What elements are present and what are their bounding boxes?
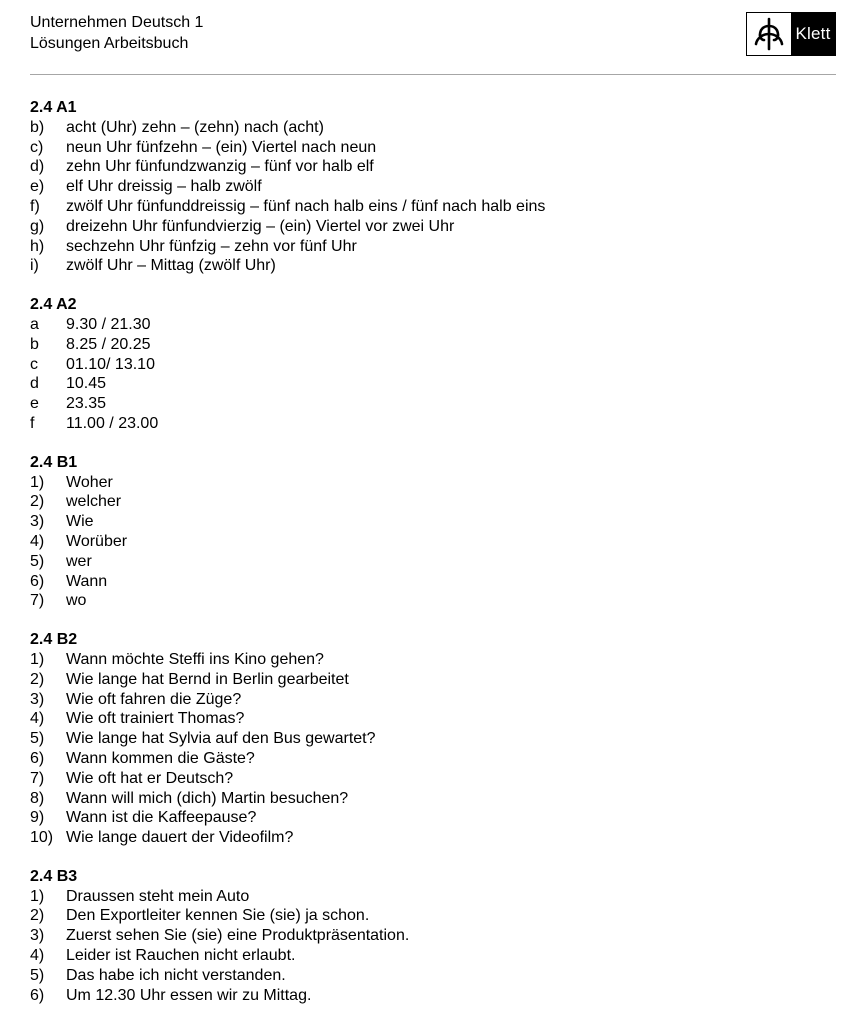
item-label: a bbox=[30, 315, 39, 333]
header-subtitle: Lösungen Arbeitsbuch bbox=[30, 35, 189, 52]
item-text: 10.45 bbox=[66, 375, 107, 393]
item-label: 6) bbox=[30, 749, 45, 767]
item-text: Leider ist Rauchen nicht erlaubt. bbox=[66, 947, 296, 965]
list-item bbox=[30, 237, 830, 257]
item-label: d bbox=[30, 375, 39, 393]
list-item bbox=[30, 709, 830, 729]
list-item bbox=[30, 532, 830, 552]
item-label: 6) bbox=[30, 572, 45, 590]
item-label: 5) bbox=[30, 730, 45, 748]
list-item bbox=[30, 926, 830, 946]
item-text: Um 12.30 Uhr essen wir zu Mittag. bbox=[66, 986, 312, 1004]
item-text: Worüber bbox=[66, 532, 128, 550]
list-item bbox=[30, 177, 830, 197]
item-label: 8) bbox=[30, 789, 45, 807]
item-label: 2) bbox=[30, 907, 45, 925]
item-text: Wann will mich (dich) Martin besuchen? bbox=[66, 789, 349, 807]
item-text: Wann möchte Steffi ins Kino gehen? bbox=[66, 650, 324, 668]
list-item bbox=[30, 256, 830, 276]
item-label: b bbox=[30, 335, 39, 353]
item-text: 11.00 / 23.00 bbox=[66, 414, 159, 432]
list-item bbox=[30, 749, 830, 769]
item-text: zehn Uhr fünfundzwanzig – fünf vor halb elf bbox=[66, 158, 374, 176]
list-item bbox=[30, 670, 830, 690]
item-label: f) bbox=[30, 197, 40, 215]
item-label: 9) bbox=[30, 809, 45, 827]
list-item bbox=[30, 729, 830, 749]
item-text: Wann bbox=[66, 572, 108, 590]
item-text: Wie lange hat Bernd in Berlin gearbeitet bbox=[66, 670, 349, 688]
item-label: 1) bbox=[30, 473, 45, 491]
item-text: zwölf Uhr fünfunddreissig – fünf nach halb eins / fünf nach halb eins bbox=[66, 197, 546, 215]
item-text: acht (Uhr) zehn – (zehn) nach (acht) bbox=[66, 118, 324, 136]
item-label: 7) bbox=[30, 592, 45, 610]
item-text: 01.10/ 13.10 bbox=[66, 355, 155, 373]
item-text: wer bbox=[66, 552, 92, 570]
item-label: c) bbox=[30, 138, 44, 156]
list-item bbox=[30, 394, 830, 414]
list-item bbox=[30, 197, 830, 217]
list-item bbox=[30, 966, 830, 986]
item-label: i) bbox=[30, 257, 39, 275]
exercise-title: 2.4 A2 bbox=[30, 296, 77, 314]
list-item bbox=[30, 828, 830, 848]
item-text: elf Uhr dreissig – halb zwölf bbox=[66, 178, 262, 196]
item-text: 9.30 / 21.30 bbox=[66, 315, 151, 333]
item-label: 2) bbox=[30, 670, 45, 688]
list-item bbox=[30, 946, 830, 966]
item-text: Wie lange hat Sylvia auf den Bus gewartet? bbox=[66, 730, 376, 748]
solutions-content bbox=[30, 98, 830, 1024]
item-label: 3) bbox=[30, 690, 45, 708]
item-text: Wie bbox=[66, 513, 94, 531]
item-text: Wie oft fahren die Züge? bbox=[66, 690, 242, 708]
item-label: h) bbox=[30, 237, 45, 255]
list-item bbox=[30, 572, 830, 592]
exercise-title: 2.4 A1 bbox=[30, 99, 77, 116]
item-text: sechzehn Uhr fünfzig – zehn vor fünf Uhr bbox=[66, 237, 357, 255]
item-label: 4) bbox=[30, 710, 45, 728]
item-label: d) bbox=[30, 158, 45, 176]
item-text: Das habe ich nicht verstanden. bbox=[66, 966, 286, 984]
item-label: 3) bbox=[30, 927, 45, 945]
item-text: Den Exportleiter kennen Sie (sie) ja schon. bbox=[66, 907, 370, 925]
item-label: 4) bbox=[30, 947, 45, 965]
list-item bbox=[30, 887, 830, 907]
item-text: 8.25 / 20.25 bbox=[66, 335, 151, 353]
exercise-title: 2.4 B3 bbox=[30, 867, 78, 885]
item-text: Woher bbox=[66, 473, 113, 491]
klett-logo bbox=[746, 12, 836, 56]
header-divider bbox=[30, 74, 836, 75]
exercise-section bbox=[30, 98, 830, 276]
list-item bbox=[30, 552, 830, 572]
list-item bbox=[30, 374, 830, 394]
list-item bbox=[30, 650, 830, 670]
list-item bbox=[30, 591, 830, 611]
item-label: 1) bbox=[30, 650, 45, 668]
item-text: zwölf Uhr – Mittag (zwölf Uhr) bbox=[66, 257, 276, 275]
list-item bbox=[30, 118, 830, 138]
exercise-section bbox=[30, 453, 830, 611]
item-text: Wann ist die Kaffeepause? bbox=[66, 809, 257, 827]
document-header bbox=[30, 12, 203, 54]
item-text: Wie oft hat er Deutsch? bbox=[66, 769, 234, 787]
list-item bbox=[30, 986, 830, 1006]
item-label: 1) bbox=[30, 887, 45, 905]
list-item bbox=[30, 512, 830, 532]
item-label: 4) bbox=[30, 532, 45, 550]
item-label: 5) bbox=[30, 552, 45, 570]
exercise-section bbox=[30, 867, 830, 1006]
item-label: 6) bbox=[30, 986, 45, 1004]
item-text: welcher bbox=[66, 493, 122, 511]
list-item bbox=[30, 138, 830, 158]
klett-plant-icon bbox=[747, 13, 791, 55]
item-label: 2) bbox=[30, 493, 45, 511]
list-item bbox=[30, 315, 830, 335]
item-label: 3) bbox=[30, 513, 45, 531]
item-text: Draussen steht mein Auto bbox=[66, 887, 250, 905]
item-text: Wie oft trainiert Thomas? bbox=[66, 710, 245, 728]
list-item bbox=[30, 769, 830, 789]
list-item bbox=[30, 906, 830, 926]
list-item bbox=[30, 492, 830, 512]
item-label: f bbox=[30, 414, 35, 432]
item-text: dreizehn Uhr fünfundvierzig – (ein) Viertel vor zwei Uhr bbox=[66, 217, 455, 235]
item-label: b) bbox=[30, 118, 45, 136]
list-item bbox=[30, 157, 830, 177]
item-text: Wann kommen die Gäste? bbox=[66, 749, 255, 767]
item-label: e) bbox=[30, 178, 45, 196]
list-item bbox=[30, 473, 830, 493]
list-item bbox=[30, 789, 830, 809]
list-item bbox=[30, 808, 830, 828]
item-text: Wie lange dauert der Videofilm? bbox=[66, 829, 294, 847]
item-label: e bbox=[30, 395, 39, 413]
exercise-section bbox=[30, 630, 830, 848]
exercise-title: 2.4 B1 bbox=[30, 453, 78, 471]
item-text: 23.35 bbox=[66, 395, 107, 413]
item-text: neun Uhr fünfzehn – (ein) Viertel nach neun bbox=[66, 138, 377, 156]
header-title: Unternehmen Deutsch 1 bbox=[30, 14, 204, 31]
list-item bbox=[30, 217, 830, 237]
item-label: 7) bbox=[30, 769, 45, 787]
logo-wordmark: Klett bbox=[791, 13, 835, 55]
list-item bbox=[30, 690, 830, 710]
list-item bbox=[30, 335, 830, 355]
item-text: Zuerst sehen Sie (sie) eine Produktpräsentation. bbox=[66, 927, 410, 945]
item-text: wo bbox=[66, 592, 87, 610]
item-label: g) bbox=[30, 217, 45, 235]
list-item bbox=[30, 414, 830, 434]
exercise-title: 2.4 B2 bbox=[30, 631, 78, 649]
exercise-section bbox=[30, 295, 830, 434]
item-label: c bbox=[30, 355, 38, 373]
item-label: 10) bbox=[30, 829, 54, 847]
item-label: 5) bbox=[30, 966, 45, 984]
list-item bbox=[30, 355, 830, 375]
